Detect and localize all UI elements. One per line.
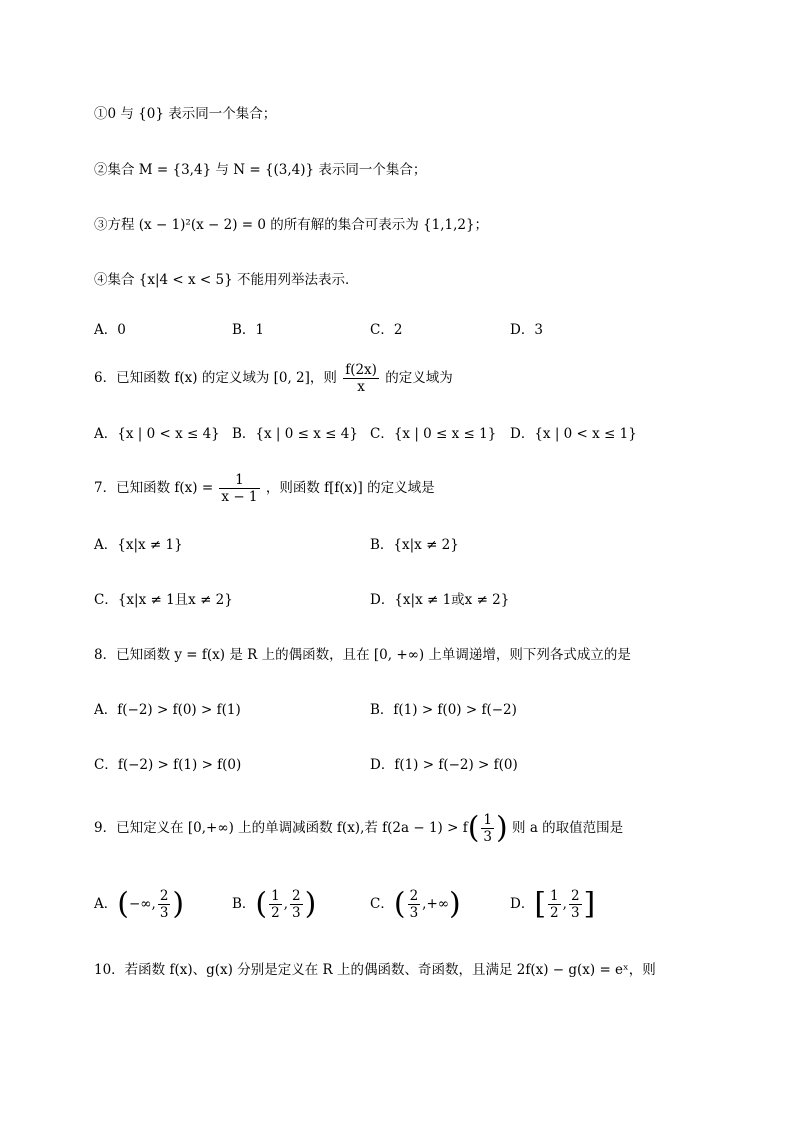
q8-option-d: D．f(1) > f(−2) > f(0) <box>370 757 518 773</box>
q6-fraction <box>343 362 379 395</box>
q9-b-frac1 <box>269 888 282 921</box>
q9-b-num2: 2 <box>292 888 301 904</box>
q6-frac-den: x <box>357 379 365 395</box>
q7-stem-post: ，则函数 f[f(x)] 的定义域是 <box>265 480 435 496</box>
q7-option-c: C．{x|x ≠ 1且x ≠ 2} <box>94 592 233 608</box>
statement-3: ③方程 (x − 1)²(x − 2) = 0 的所有解的集合可表示为 {1,1,2}； <box>94 217 489 233</box>
q7-option-d: D．{x|x ≠ 1或x ≠ 2} <box>370 592 510 608</box>
q9-a-num: 2 <box>159 888 169 904</box>
q6-frac-num: f(2x) <box>345 362 377 378</box>
q6-option-d: D．{x | 0 < x ≤ 1} <box>510 426 637 442</box>
q9-a-left: −∞, <box>128 896 156 912</box>
q9-stem: 9．已知定义在 [0,+∞) 上的单调减函数 f(x),若 f(2a − 1) > f( $\frac{1}{3}$ ) 则 a 的取值范围是 <box>94 810 624 846</box>
q9-frac-num: 1 <box>483 812 493 828</box>
q9-d-den2: 3 <box>570 905 580 921</box>
q9-option-c: C．( $\frac{2}{3}$ ,+∞) <box>370 886 461 922</box>
q9-option-d: D．[ $\frac{1}{2}$ , $\frac{2}{3}$ ] <box>510 886 596 922</box>
q9-b-label: B． <box>232 896 256 912</box>
q9-c-num: 2 <box>409 888 419 904</box>
q5-option-d: D．3 <box>510 322 543 338</box>
q9-d-den1: 2 <box>550 905 559 921</box>
q6-option-a: A．{x | 0 < x ≤ 4} <box>94 426 220 442</box>
statement-2: ②集合 M = {3,4} 与 N = {(3,4)} 表示同一个集合； <box>94 162 427 178</box>
q6-stem-pre: 6．已知函数 f(x) 的定义域为 [0, 2]，则 <box>94 370 342 386</box>
q8-option-b: B．f(1) > f(0) > f(−2) <box>370 702 517 718</box>
q9-a-fraction <box>158 888 171 921</box>
q8-option-c: C．f(−2) > f(1) > f(0) <box>94 757 242 773</box>
q7-fraction <box>219 472 259 505</box>
q9-d-label: D． <box>510 896 535 912</box>
q9-d-frac2 <box>569 888 582 921</box>
q6-option-c: C．{x | 0 ≤ x ≤ 1} <box>370 426 497 442</box>
q9-c-den: 3 <box>409 905 419 921</box>
q9-b-frac2 <box>290 888 303 921</box>
q7-frac-den: x − 1 <box>221 489 258 505</box>
q9-stem-pre: 9．已知定义在 [0,+∞) 上的单调减函数 f(x),若 f(2a − 1) > f <box>94 820 468 836</box>
q9-option-a: A．(−∞, $\frac{2}{3}$ ) <box>94 886 185 922</box>
q9-d-num2: 2 <box>570 888 580 904</box>
q10-stem: 10．若函数 f(x)、g(x) 分别是定义在 R 上的偶函数、奇函数，且满足 2f(x) − g(x) = eˣ，则 <box>94 962 656 978</box>
q5-option-c: C．2 <box>370 322 403 338</box>
q9-b-num1: 1 <box>271 888 280 904</box>
q8-option-a: A．f(−2) > f(0) > f(1) <box>94 702 241 718</box>
q6-option-b: B．{x | 0 ≤ x ≤ 4} <box>232 426 358 442</box>
q9-stem-post: 则 a 的取值范围是 <box>507 820 624 836</box>
q7-frac-num: 1 <box>219 472 259 489</box>
statement-4: ④集合 {x|4 < x < 5} 不能用列举法表示． <box>94 272 359 288</box>
statement-1: ①0 与 {0} 表示同一个集合； <box>94 106 277 122</box>
q7-stem-pre: 7．已知函数 f(x) = <box>94 480 218 496</box>
q6-stem <box>94 362 453 395</box>
q7-stem <box>94 472 435 505</box>
q9-c-fraction <box>408 888 421 921</box>
q9-option-b: B．( $\frac{1}{2}$ , $\frac{2}{3}$ ) <box>232 886 317 922</box>
q9-d-frac1 <box>548 888 561 921</box>
q9-d-num1: 1 <box>550 888 559 904</box>
q9-b-den2: 3 <box>292 905 301 921</box>
q8-stem: 8．已知函数 y = f(x) 是 R 上的偶函数，且在 [0, +∞) 上单调递增，则下列各式成立的是 <box>94 647 631 663</box>
q9-c-right: ,+∞ <box>422 896 450 912</box>
q5-option-a: A．0 <box>94 322 126 338</box>
q9-b-den1: 2 <box>271 905 280 921</box>
q9-a-label: A． <box>94 896 118 912</box>
q7-option-a: A．{x|x ≠ 1} <box>94 537 183 553</box>
q9-c-label: C． <box>370 896 394 912</box>
q9-a-den: 3 <box>159 905 169 921</box>
q6-stem-post: 的定义域为 <box>385 370 453 386</box>
q5-option-b: B．1 <box>232 322 265 338</box>
q7-option-b: B．{x|x ≠ 2} <box>370 537 459 553</box>
q9-fraction <box>481 812 494 845</box>
q9-frac-den: 3 <box>483 829 493 845</box>
